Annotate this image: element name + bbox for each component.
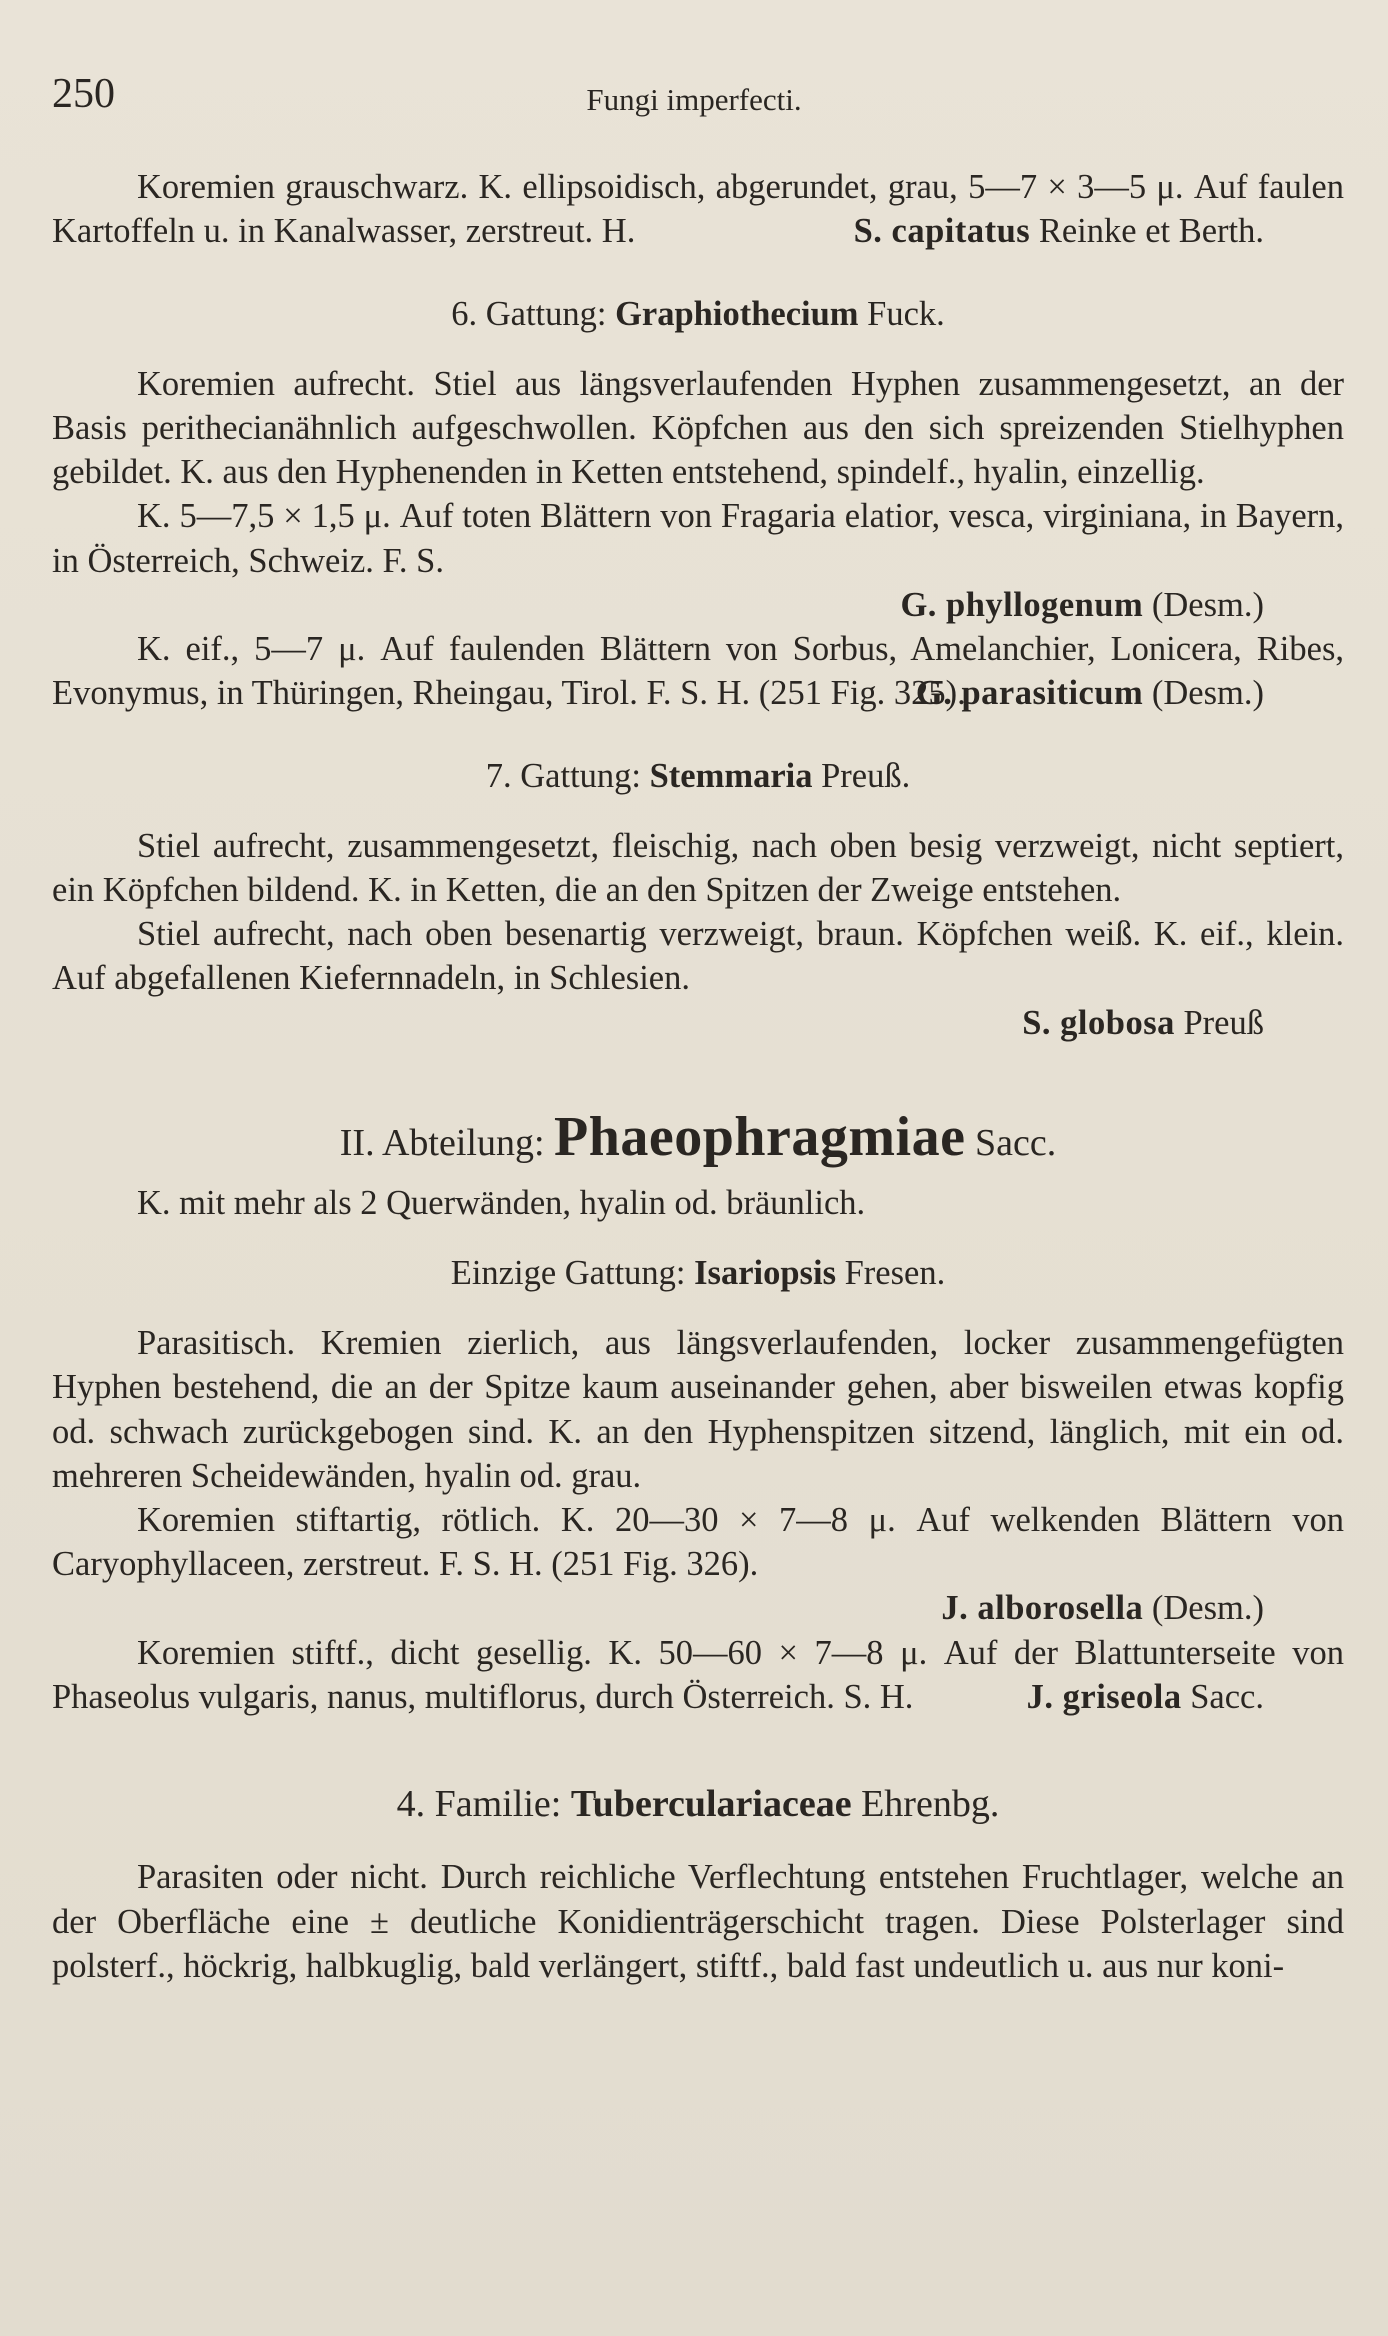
- species-line: [52, 583, 1344, 627]
- paragraph: K. 5—7,5 × 1,5 μ. Auf toten Blättern von Fragaria elatior, vesca, virginiana, in Bayern, in Österreich, Schweiz. F. S.: [52, 497, 1344, 580]
- species-author: Reinke et Berth.: [1038, 212, 1264, 251]
- species-line: [52, 1001, 1344, 1045]
- paragraph: K. eif., 5—7 μ. Auf faulenden Blättern von Sorbus, Amelanchier, Lonicera, Ribes, Evonymus, in Thüringen, Rheingau, Tirol. F. S. H. (251 Fig. 325).: [52, 630, 1344, 713]
- division-name: Phaeophragmiae: [554, 1105, 966, 1168]
- page-number: 250: [52, 71, 115, 117]
- species-author: (Desm.): [1151, 585, 1264, 624]
- paragraph: Parasiten oder nicht. Durch reichliche Verflechtung entstehen Fruchtlager, welche an der Oberfläche eine ± deutliche Konidienträgerschicht tragen. Diese Polsterlager sind polsterf., höckrig, halbkuglig, bald verlängert, stiftf., bald fast undeutlich u. aus nur koni-: [52, 1858, 1344, 1985]
- species-name: S. capitatus: [853, 212, 1031, 251]
- genus-name: Stemmaria: [649, 756, 813, 795]
- species-name: J. griseola: [1026, 1678, 1182, 1717]
- genus-heading: 7. Gattung: Stemmaria Preuß.: [485, 756, 911, 795]
- running-head: Fungi imperfecti.: [586, 82, 802, 117]
- family-heading: 4. Familie: Tuberculariaceae Ehrenbg.: [396, 1783, 1000, 1826]
- genus-heading: Einzige Gattung: Isariopsis Fresen.: [450, 1254, 946, 1293]
- division-heading: II. Abteilung: Phaeophragmiae Sacc.: [339, 1105, 1057, 1168]
- species-author: Sacc.: [1190, 1678, 1264, 1717]
- family-name: Tuberculariaceae: [570, 1783, 852, 1826]
- species-line: [52, 1586, 1344, 1630]
- page-header: [52, 70, 1336, 120]
- species-name: S. globosa: [1022, 1003, 1175, 1042]
- species-name: G. phyllogenum: [900, 585, 1144, 624]
- page-body: [52, 165, 1344, 1988]
- paragraph: Stiel aufrecht, zusammengesetzt, fleischig, nach oben besig verzweigt, nicht septiert, ein Köpfchen bildend. K. in Ketten, die an den Spitzen der Zweige entstehen.: [52, 826, 1344, 910]
- species-name: J. alborosella: [941, 1589, 1144, 1628]
- species-name: G. parasiticum: [915, 674, 1144, 713]
- paragraph: Koremien aufrecht. Stiel aus längsverlaufenden Hyphen zusammengesetzt, an der Basis perithecianähnlich aufgeschwollen. Köpfchen aus den sich spreizenden Stielhyphen gebildet. K. aus den Hyphenenden in Ketten entstehend, spindelf., hyalin, einzellig.: [52, 364, 1344, 492]
- paragraph: Koremien grauschwarz. K. ellipsoidisch, abgerundet, grau, 5—7 × 3—5 μ. Auf faulen Kartoffeln u. in Kanalwasser, zerstreut. H.: [52, 168, 1344, 251]
- paragraph: Koremien stiftartig, rötlich. K. 20—30 × 7—8 μ. Auf welkenden Blättern von Caryophyllaceen, zerstreut. F. S. H. (251 Fig. 326).: [52, 1501, 1344, 1584]
- paragraph: Parasitisch. Kremien zierlich, aus längsverlaufenden, locker zusammengefügten Hyphen bestehend, die an der Spitze kaum auseinander gehen, aber bisweilen etwas kopfig od. schwach zurückgebogen sind. K. an den Hyphenspitzen sitzend, länglich, mit ein od. mehreren Scheidewänden, hyalin od. grau.: [52, 1324, 1344, 1495]
- paragraph: Koremien stiftf., dicht gesellig. K. 50—60 × 7—8 μ. Auf der Blattunterseite von Phaseolus vulgaris, nanus, multiflorus, durch Österreich. S. H.: [52, 1633, 1344, 1716]
- species-author: Preuß: [1183, 1003, 1264, 1042]
- genus-name: Isariopsis: [694, 1254, 836, 1293]
- species-author: (Desm.): [1151, 674, 1264, 713]
- genus-name: Graphiothecium: [615, 294, 859, 333]
- genus-heading: 6. Gattung: Graphiothecium Fuck.: [451, 294, 945, 333]
- paragraph: Stiel aufrecht, nach oben besenartig verzweigt, braun. Köpfchen weiß. K. eif., klein. Auf abgefallenen Kiefernnadeln, in Schlesien.: [52, 915, 1344, 998]
- paragraph: K. mit mehr als 2 Querwänden, hyalin od. bräunlich.: [137, 1183, 866, 1222]
- species-author: (Desm.): [1151, 1589, 1264, 1628]
